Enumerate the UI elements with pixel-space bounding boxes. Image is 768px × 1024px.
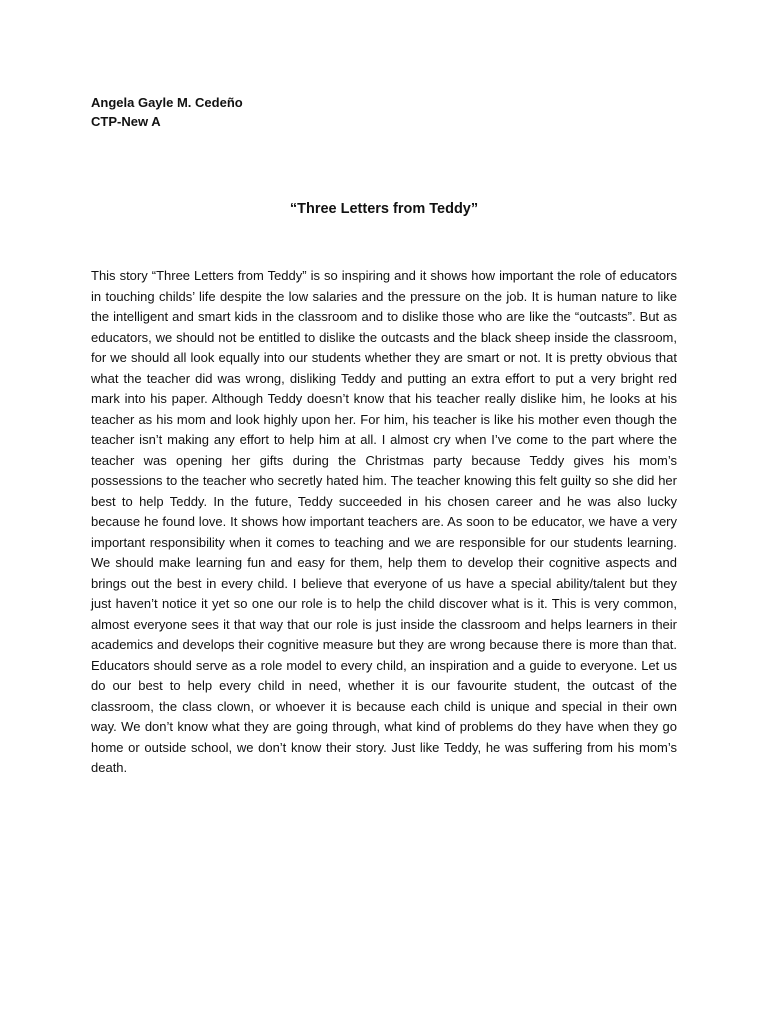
author-block xyxy=(91,93,243,131)
class-section: CTP-New A xyxy=(91,114,161,129)
author-name: Angela Gayle M. Cedeño xyxy=(91,95,243,110)
document-title: “Three Letters from Teddy” xyxy=(289,201,479,217)
body-paragraph: This story “Three Letters from Teddy” is so inspiring and it shows how important the role of educators in touching childs’ life despite the low salaries and the pressure on the job. It is human nature to like the intelligent and smart kids in the classroom and to dislike those who are like the “outcasts”. But as educators, we should not be entitled to dislike the outcasts and the black sheep inside the classroom, for we should all look equally into our students whether they are smart or not. It is pretty obvious that what the teacher did was wrong, disliking Teddy and putting an extra effort to put a very bright red mark into his paper. Although Teddy doesn’t know that his teacher really dislike him, he looks at his teacher as his mom and look highly upon her. For him, his teacher is like his mother even though the teacher isn’t making any effort to help him at all. I almost cry when I’ve come to the part where the teacher was opening her gifts during the Christmas party because Teddy gives his mom’s possessions to the teacher who secretly hated him. The teacher knowing this felt guilty so she did her best to help Teddy. In the future, Teddy succeeded in his chosen career and he was also lucky because he found love. It shows how important teachers are. As soon to be educator, we have a very important responsibility when it comes to teaching and we are responsible for our students learning. We should make learning fun and easy for them, help them to develop their cognitive aspects and brings out the best in every child. I believe that everyone of us have a special ability/talent but they just haven’t notice it yet so one our role is to help the child discover what is it. This is very common, almost everyone sees it that way that our role is just inside the classroom and helps learners in their academics and develops their cognitive measure but they are wrong because there is more than that. Educators should serve as a role model to every child, an inspiration and a guide to everyone. Let us do our best to help every child in need, whether it is our favourite student, the outcast of the classroom, the class clown, or whoever it is because each child is unique and special in their own way. We don’t know what they are going through, what kind of problems do they have when they go home or outside school, we don’t know their story. Just like Teddy, he was suffering from his mom’s death. xyxy=(91,268,677,775)
